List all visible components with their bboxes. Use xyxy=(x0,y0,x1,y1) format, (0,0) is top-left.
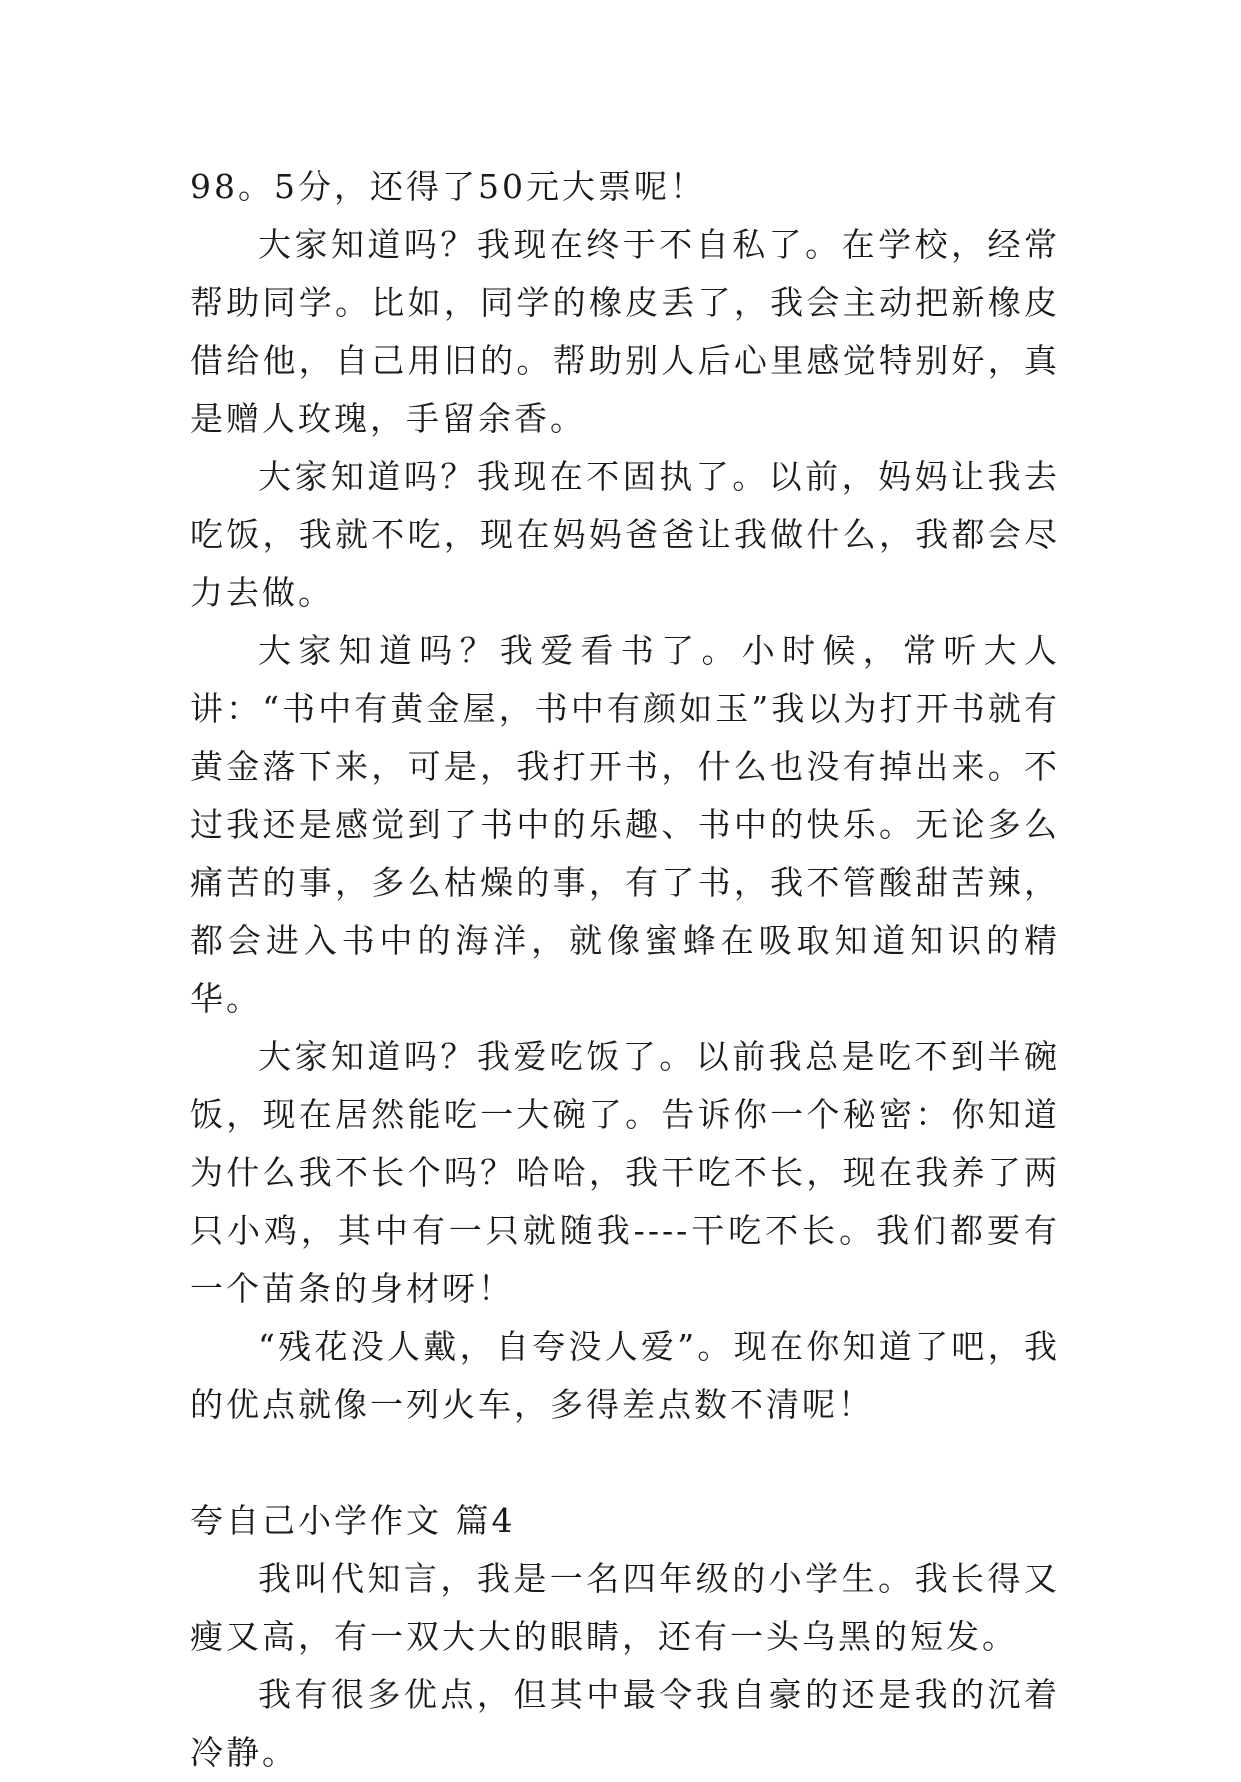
document-body xyxy=(190,158,1060,1782)
paragraph-self-introduction: 我叫代知言，我是一名四年级的小学生。我长得又瘦又高，有一双大大的眼睛，还有一头乌黑的短发。 xyxy=(190,1559,1060,1656)
paragraph-calm-strength: 我有很多优点，但其中最令我自豪的还是我的沉着冷静。 xyxy=(190,1675,1060,1772)
section-gap xyxy=(190,1434,1060,1492)
paragraph-continuation: 98。5分，还得了50元大票呢！ xyxy=(190,167,706,206)
section-heading: 夸自己小学作文 篇4 xyxy=(190,1501,516,1540)
paragraph-not-selfish: 大家知道吗？我现在终于不自私了。在学校，经常帮助同学。比如，同学的橡皮丢了，我会主动把新橡皮借给他，自己用旧的。帮助别人后心里感觉特别好，真是赠人玫瑰，手留余香。 xyxy=(190,225,1060,438)
paragraph-not-stubborn: 大家知道吗？我现在不固执了。以前，妈妈让我去吃饭，我就不吃，现在妈妈爸爸让我做什么，我都会尽力去做。 xyxy=(190,457,1060,612)
paragraph-love-eating: 大家知道吗？我爱吃饭了。以前我总是吃不到半碗饭，现在居然能吃一大碗了。告诉你一个秘密：你知道为什么我不长个吗？哈哈，我干吃不长，现在我养了两只小鸡，其中有一只就随我----干吃不长。我们都要有一个苗条的身材呀！ xyxy=(190,1037,1060,1308)
paragraph-conclusion: “残花没人戴，自夸没人爱”。现在你知道了吧，我的优点就像一列火车，多得差点数不清呢！ xyxy=(190,1327,1060,1424)
paragraph-love-reading: 大家知道吗？我爱看书了。小时候，常听大人讲：“书中有黄金屋，书中有颜如玉”我以为打开书就有黄金落下来，可是，我打开书，什么也没有掉出来。不过我还是感觉到了书中的乐趣、书中的快乐。无论多么痛苦的事，多么枯燥的事，有了书，我不管酸甜苦辣，都会进入书中的海洋，就像蜜蜂在吸取知道知识的精华。 xyxy=(190,631,1060,1018)
